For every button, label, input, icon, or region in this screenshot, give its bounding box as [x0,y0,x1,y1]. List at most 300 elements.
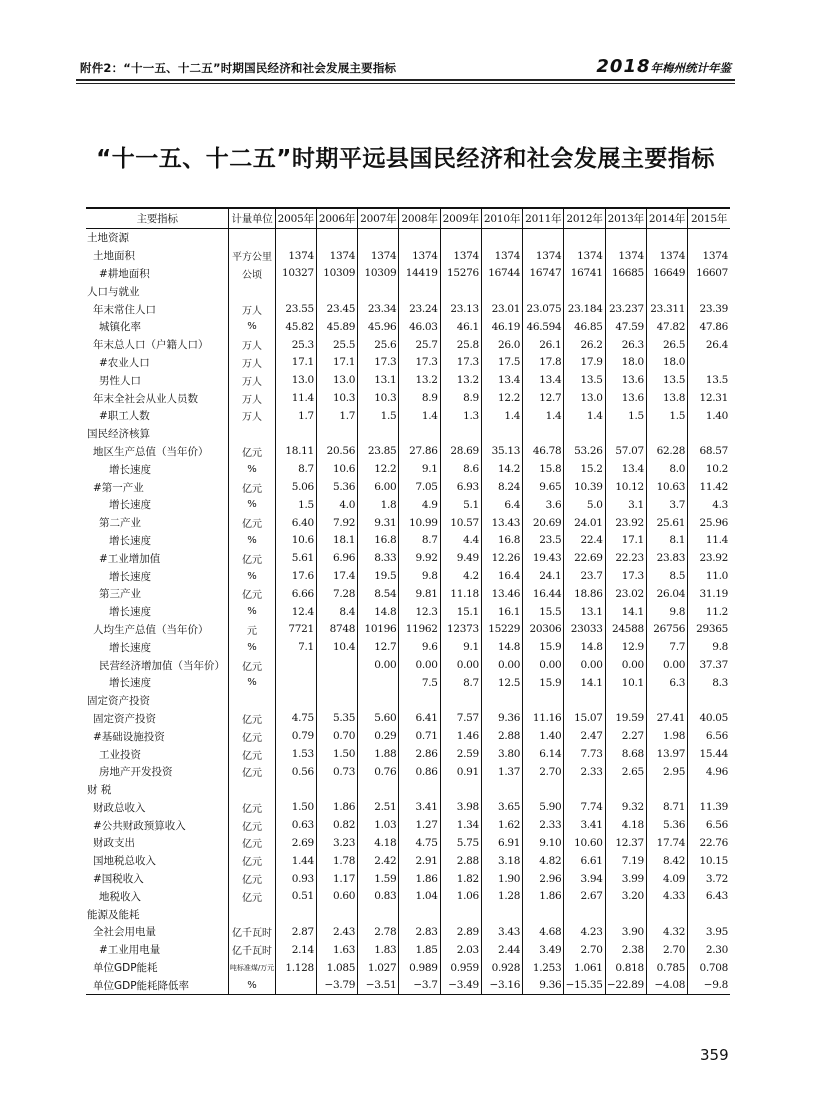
value-cell: 12.2 [358,460,399,478]
value-cell: 37.37 [688,656,730,674]
value-cell: 3.23 [316,834,357,852]
value-cell: 9.8 [646,603,687,621]
value-cell: 16747 [523,265,564,283]
value-cell: 1374 [275,247,316,265]
value-cell: 8.71 [646,799,687,817]
value-cell: 0.70 [316,727,357,745]
value-cell: 2.59 [440,745,481,763]
value-cell: 0.00 [399,656,440,674]
value-cell: 24588 [605,621,646,639]
value-cell: 1374 [358,247,399,265]
row-unit: % [229,638,275,656]
value-cell: 2.78 [358,923,399,941]
value-cell: 68.57 [688,443,730,461]
value-cell [481,229,522,247]
value-cell: 15.2 [564,460,605,478]
value-cell [316,692,357,710]
indicators-table [86,207,730,995]
value-cell: 6.3 [646,674,687,692]
value-cell: 19.43 [523,549,564,567]
value-cell: 9.32 [605,799,646,817]
value-cell [523,282,564,300]
value-cell: 1.46 [440,727,481,745]
value-cell: 9.36 [523,976,564,994]
row-unit [229,692,275,710]
header-year: 2013年 [605,208,646,229]
row-label: 财 税 [87,784,112,797]
value-cell: 1.5 [605,407,646,425]
value-cell: 1.085 [316,959,357,977]
value-cell [605,781,646,799]
value-cell: 46.03 [399,318,440,336]
value-cell [399,282,440,300]
row-label: #第一产业 [93,481,144,494]
value-cell: 16.1 [481,603,522,621]
value-cell: 2.95 [646,763,687,781]
value-cell: 14.1 [564,674,605,692]
value-cell: 1.253 [523,959,564,977]
header-rule-thin [76,83,735,84]
value-cell: 2.70 [564,941,605,959]
value-cell: 62.28 [646,443,687,461]
value-cell: 1.78 [316,852,357,870]
value-cell: 8.9 [440,389,481,407]
value-cell: 46.19 [481,318,522,336]
value-cell: 4.4 [440,532,481,550]
value-cell: 0.708 [688,959,730,977]
value-cell: 16741 [564,265,605,283]
value-cell: 47.86 [688,318,730,336]
value-cell: 20306 [523,621,564,639]
row-unit: 亿元 [229,585,275,603]
value-cell: 0.928 [481,959,522,977]
value-cell: 2.27 [605,727,646,745]
value-cell: 3.95 [688,923,730,941]
value-cell: −22.89 [605,976,646,994]
value-cell: 40.05 [688,710,730,728]
value-cell: 46.78 [523,443,564,461]
value-cell: 2.03 [440,941,481,959]
value-cell: 8.33 [358,549,399,567]
value-cell: 25.96 [688,514,730,532]
table-row [86,621,730,639]
value-cell [275,692,316,710]
value-cell: 23.02 [605,585,646,603]
value-cell: 4.96 [688,763,730,781]
value-cell: 11.4 [275,389,316,407]
value-cell: 3.18 [481,852,522,870]
value-cell: 1.27 [399,816,440,834]
row-label: #公共财政预算收入 [93,819,186,832]
value-cell: 2.83 [399,923,440,941]
value-cell: 13.1 [564,603,605,621]
table-row [86,585,730,603]
table-body [86,229,730,995]
value-cell: 0.86 [399,763,440,781]
row-label: 增长速度 [109,677,151,690]
value-cell [316,674,357,692]
value-cell: 1.7 [275,407,316,425]
value-cell [275,229,316,247]
value-cell: 9.8 [688,638,730,656]
value-cell: 45.82 [275,318,316,336]
value-cell: 16.44 [523,585,564,603]
value-cell: 5.36 [316,478,357,496]
row-label: 全社会用电量 [93,926,156,939]
value-cell: 9.65 [523,478,564,496]
table-row [86,799,730,817]
value-cell: 9.81 [399,585,440,603]
value-cell: 0.79 [275,727,316,745]
row-label: 国地税总收入 [93,855,156,868]
value-cell: 2.65 [605,763,646,781]
value-cell: 12.2 [481,389,522,407]
row-label: 年末总人口（户籍人口） [93,339,209,352]
value-cell: 2.33 [564,763,605,781]
value-cell [481,905,522,923]
value-cell: 1.86 [316,799,357,817]
value-cell: 1374 [564,247,605,265]
value-cell: 13.5 [688,371,730,389]
row-label: 财政支出 [93,837,135,850]
row-unit: % [229,460,275,478]
row-label: 年末常住人口 [93,303,156,316]
row-unit [229,905,275,923]
header-year: 2007年 [358,208,399,229]
value-cell: 1374 [523,247,564,265]
value-cell: 13.1 [358,371,399,389]
value-cell [358,781,399,799]
value-cell: 14.8 [358,603,399,621]
value-cell [358,674,399,692]
value-cell: 47.59 [605,318,646,336]
value-cell: 25.3 [275,336,316,354]
value-cell: 10.2 [688,460,730,478]
value-cell: 10.39 [564,478,605,496]
row-label: 固定资产投资 [87,695,150,708]
value-cell: 11.4 [688,532,730,550]
value-cell: 10.12 [605,478,646,496]
row-unit: 亿千瓦时 [229,941,275,959]
table-row [86,727,730,745]
row-unit: 亿元 [229,887,275,905]
value-cell: 28.69 [440,443,481,461]
row-label: 年末全社会从业人员数 [93,392,198,405]
value-cell: 23.13 [440,300,481,318]
value-cell [688,425,730,443]
row-label: 增长速度 [109,641,151,654]
row-unit: 万人 [229,354,275,372]
value-cell: 8.7 [275,460,316,478]
value-cell [481,781,522,799]
row-unit: 亿元 [229,710,275,728]
value-cell: 10327 [275,265,316,283]
value-cell [523,692,564,710]
row-unit: % [229,532,275,550]
value-cell: 1374 [481,247,522,265]
value-cell: 2.38 [605,941,646,959]
value-cell: 1.86 [399,870,440,888]
row-unit [229,425,275,443]
value-cell: 23.24 [399,300,440,318]
value-cell [275,976,316,994]
table-row [86,959,730,977]
value-cell: 1.40 [523,727,564,745]
value-cell: 4.2 [440,567,481,585]
value-cell: 1.04 [399,887,440,905]
value-cell: 53.26 [564,443,605,461]
value-cell: −3.16 [481,976,522,994]
value-cell [605,425,646,443]
value-cell: 1.62 [481,816,522,834]
value-cell: 3.94 [564,870,605,888]
value-cell [564,781,605,799]
value-cell: 23.01 [481,300,522,318]
value-cell [605,905,646,923]
value-cell: 13.0 [316,371,357,389]
value-cell: 3.99 [605,870,646,888]
value-cell: 17.5 [481,354,522,372]
table-row [86,247,730,265]
value-cell [275,656,316,674]
value-cell: 4.3 [688,496,730,514]
table-row [86,603,730,621]
value-cell: 11962 [399,621,440,639]
value-cell: 11.2 [688,603,730,621]
value-cell: 11.42 [688,478,730,496]
value-cell: 26.4 [688,336,730,354]
value-cell: 23.311 [646,300,687,318]
value-cell: 7.92 [316,514,357,532]
value-cell: 0.785 [646,959,687,977]
row-label: 增长速度 [109,570,151,583]
row-unit: 元 [229,621,275,639]
row-label: 地区生产总值（当年价） [93,445,209,458]
value-cell: 5.0 [564,496,605,514]
value-cell: 1.8 [358,496,399,514]
value-cell: −15.35 [564,976,605,994]
value-cell: 47.82 [646,318,687,336]
table-row [86,710,730,728]
value-cell: 15.9 [523,674,564,692]
value-cell: 2.91 [399,852,440,870]
value-cell [688,905,730,923]
value-cell: 11.16 [523,710,564,728]
value-cell: 12.7 [358,638,399,656]
value-cell: 7.74 [564,799,605,817]
value-cell [646,781,687,799]
value-cell: 6.40 [275,514,316,532]
row-unit: 亿元 [229,745,275,763]
value-cell: 7.7 [646,638,687,656]
table-row [86,460,730,478]
value-cell: 13.4 [605,460,646,478]
value-cell: 12.5 [481,674,522,692]
value-cell: 16.8 [481,532,522,550]
header-year: 2010年 [481,208,522,229]
value-cell: 2.33 [523,816,564,834]
value-cell: 3.43 [481,923,522,941]
value-cell: 8.68 [605,745,646,763]
value-cell: 23.075 [523,300,564,318]
value-cell: 16649 [646,265,687,283]
value-cell [646,425,687,443]
row-label: 工业投资 [99,748,141,761]
row-label: 土地资源 [87,232,129,245]
value-cell: 4.33 [646,887,687,905]
value-cell: 0.60 [316,887,357,905]
header-indicator: 主要指标 [86,208,229,229]
value-cell [605,692,646,710]
value-cell: 10.57 [440,514,481,532]
value-cell [564,692,605,710]
value-cell: 2.30 [688,941,730,959]
value-cell [564,229,605,247]
row-unit: 亿元 [229,443,275,461]
value-cell: 2.47 [564,727,605,745]
value-cell: 13.5 [564,371,605,389]
value-cell: 25.6 [358,336,399,354]
value-cell [440,229,481,247]
value-cell: 23.184 [564,300,605,318]
row-unit: 亿元 [229,799,275,817]
table-row [86,265,730,283]
value-cell: 8.42 [646,852,687,870]
value-cell: 8.24 [481,478,522,496]
value-cell: 7.73 [564,745,605,763]
value-cell: 6.14 [523,745,564,763]
value-cell [688,692,730,710]
value-cell: 6.00 [358,478,399,496]
value-cell: 2.43 [316,923,357,941]
value-cell: 16744 [481,265,522,283]
value-cell [358,905,399,923]
value-cell: 5.75 [440,834,481,852]
value-cell: 0.989 [399,959,440,977]
row-unit: 万人 [229,407,275,425]
value-cell: 15.44 [688,745,730,763]
row-label: #工业增加值 [99,552,161,565]
value-cell [564,425,605,443]
value-cell: 4.18 [605,816,646,834]
table-row [86,656,730,674]
row-label: 人均生产总值（当年价） [93,623,209,636]
row-unit: % [229,603,275,621]
row-unit: % [229,567,275,585]
value-cell: 17.3 [358,354,399,372]
value-cell: 9.49 [440,549,481,567]
value-cell: 11.0 [688,567,730,585]
value-cell: 17.1 [316,354,357,372]
value-cell: 9.1 [399,460,440,478]
value-cell: 4.68 [523,923,564,941]
value-cell: 7.28 [316,585,357,603]
value-cell: 2.69 [275,834,316,852]
value-cell: 1374 [399,247,440,265]
value-cell [316,282,357,300]
value-cell: 0.00 [523,656,564,674]
value-cell: 6.96 [316,549,357,567]
table-row [86,336,730,354]
value-cell: 0.00 [605,656,646,674]
value-cell: 3.7 [646,496,687,514]
value-cell: 15.5 [523,603,564,621]
value-cell: 17.9 [564,354,605,372]
value-cell: 7.19 [605,852,646,870]
table-row [86,852,730,870]
value-cell: 1.63 [316,941,357,959]
value-cell: 10.3 [358,389,399,407]
value-cell: −3.7 [399,976,440,994]
value-cell: 26.1 [523,336,564,354]
header-year: 2014年 [646,208,687,229]
header-rule-thick [76,79,735,81]
value-cell: 1374 [440,247,481,265]
value-cell: 0.00 [358,656,399,674]
header-year: 2015年 [688,208,730,229]
value-cell: 17.6 [275,567,316,585]
value-cell: 12.9 [605,638,646,656]
table-row [86,870,730,888]
value-cell: 2.14 [275,941,316,959]
table-row [86,443,730,461]
value-cell: 8.3 [688,674,730,692]
value-cell: 8.54 [358,585,399,603]
header-right-text [596,56,731,77]
value-cell [316,905,357,923]
row-unit: % [229,496,275,514]
value-cell: −3.51 [358,976,399,994]
row-label: 能源及能耗 [87,908,140,921]
value-cell: 14.8 [481,638,522,656]
value-cell: 18.0 [605,354,646,372]
value-cell: 1.027 [358,959,399,977]
value-cell: 12.4 [275,603,316,621]
row-unit: 吨标准煤/万元 [229,959,275,977]
value-cell: 4.9 [399,496,440,514]
value-cell [646,692,687,710]
table-row [86,371,730,389]
header-year: 2009年 [440,208,481,229]
value-cell [316,656,357,674]
row-label: 城镇化率 [99,321,141,334]
value-cell [688,282,730,300]
table-row [86,389,730,407]
value-cell [564,905,605,923]
row-unit: % [229,318,275,336]
table-row [86,941,730,959]
value-cell: 23.7 [564,567,605,585]
table-row [86,229,730,247]
value-cell: 18.86 [564,585,605,603]
row-unit: 亿千瓦时 [229,923,275,941]
value-cell: 15.8 [523,460,564,478]
value-cell: 0.959 [440,959,481,977]
value-cell: 29365 [688,621,730,639]
value-cell: 25.8 [440,336,481,354]
value-cell: 0.51 [275,887,316,905]
value-cell [688,354,730,372]
value-cell: 5.60 [358,710,399,728]
value-cell: 23.85 [358,443,399,461]
value-cell: 0.82 [316,816,357,834]
value-cell: 13.0 [564,389,605,407]
value-cell: 27.86 [399,443,440,461]
value-cell: 22.69 [564,549,605,567]
row-label: 单位GDP能耗降低率 [86,976,229,994]
table-header-row [86,208,730,229]
value-cell: 2.88 [481,727,522,745]
